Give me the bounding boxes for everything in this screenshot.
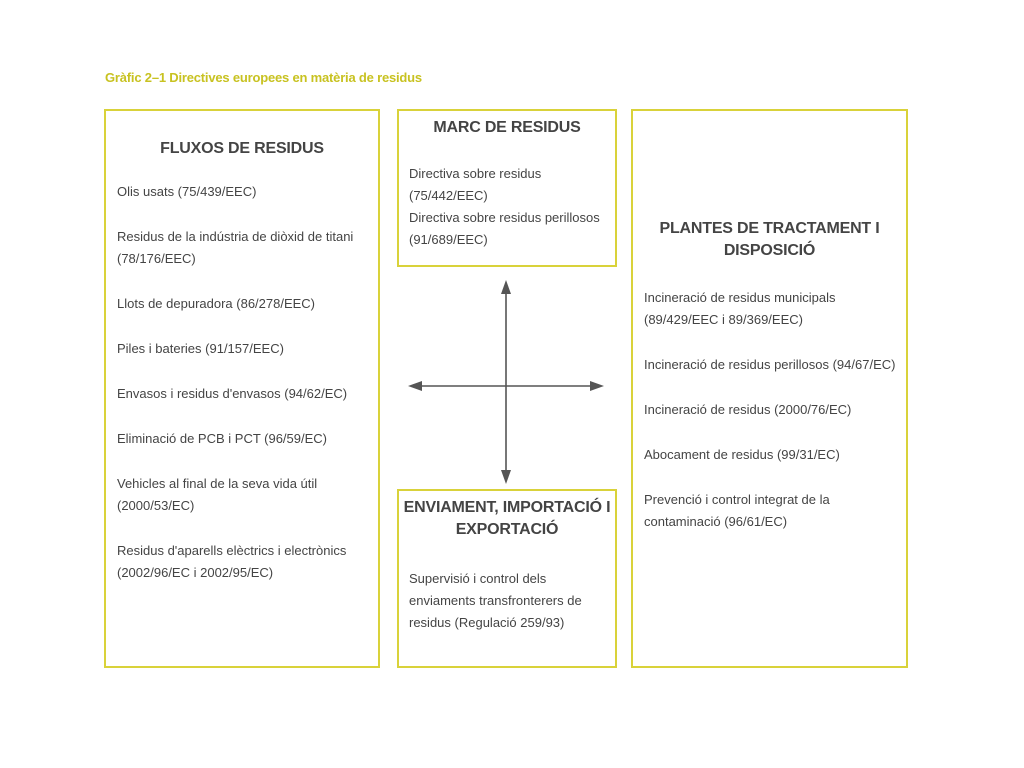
figure-caption: Gràfic 2–1 Directives europees en matèria de residus: [105, 70, 422, 85]
fluxos-item: Residus d'aparells elèctrics i electrònics (2002/96/EC i 2002/95/EC): [117, 543, 347, 580]
arrow-down-icon: [501, 470, 511, 484]
marc-de-residus-box: [397, 109, 617, 267]
fluxos-item: Residus de la indústria de diòxid de titani (78/176/EEC): [117, 229, 354, 266]
arrow-left-icon: [408, 381, 422, 391]
fluxos-item: Envasos i residus d'envasos (94/62/EC): [117, 386, 348, 401]
plantes-de-tractament-box: [631, 109, 908, 668]
plantes-item: Incineració de residus perillosos (94/67/EC): [644, 357, 896, 372]
plantes-item: Abocament de residus (99/31/EC): [644, 447, 840, 462]
arrow-lines: [412, 284, 600, 480]
marc-title: MARC DE RESIDUS: [433, 119, 581, 136]
enviament-title: ENVIAMENT, IMPORTACIÓ I EXPORTACIÓ: [403, 499, 611, 538]
plantes-item: Incineració de residus (2000/76/EC): [644, 402, 852, 417]
plantes-item-list: [644, 287, 896, 556]
fluxos-item: Llots de depuradora (86/278/EEC): [117, 296, 316, 311]
plantes-item: Incineració de residus municipals (89/429/EEC i 89/369/EEC): [644, 290, 836, 327]
enviament-item: Supervisió i control dels enviaments transfronterers de residus (Regulació 259/93): [409, 571, 582, 630]
plantes-item: Prevenció i control integrat de la contaminació (96/61/EC): [644, 492, 830, 529]
arrowheads: [408, 280, 604, 484]
fluxos-title: FLUXOS DE RESIDUS: [160, 140, 324, 157]
fluxos-de-residus-box: [104, 109, 380, 668]
marc-item-list: [409, 163, 607, 251]
fluxos-item: Vehicles al final de la seva vida útil (2000/53/EC): [117, 476, 318, 513]
marc-item: Directiva sobre residus perillosos (91/689/EEC): [409, 210, 600, 247]
arrow-up-icon: [501, 280, 511, 294]
fluxos-item: Eliminació de PCB i PCT (96/59/EC): [117, 431, 328, 446]
arrow-right-icon: [590, 381, 604, 391]
fluxos-item: Piles i bateries (91/157/EEC): [117, 341, 284, 356]
fluxos-item: Olis usats (75/439/EEC): [117, 184, 257, 199]
plantes-title: PLANTES DE TRACTAMENT I DISPOSICIÓ: [659, 220, 880, 259]
enviament-item-list: [409, 568, 607, 634]
marc-item: Directiva sobre residus (75/442/EEC): [409, 166, 542, 203]
fluxos-item-list: [117, 181, 368, 607]
enviament-box: [397, 489, 617, 668]
